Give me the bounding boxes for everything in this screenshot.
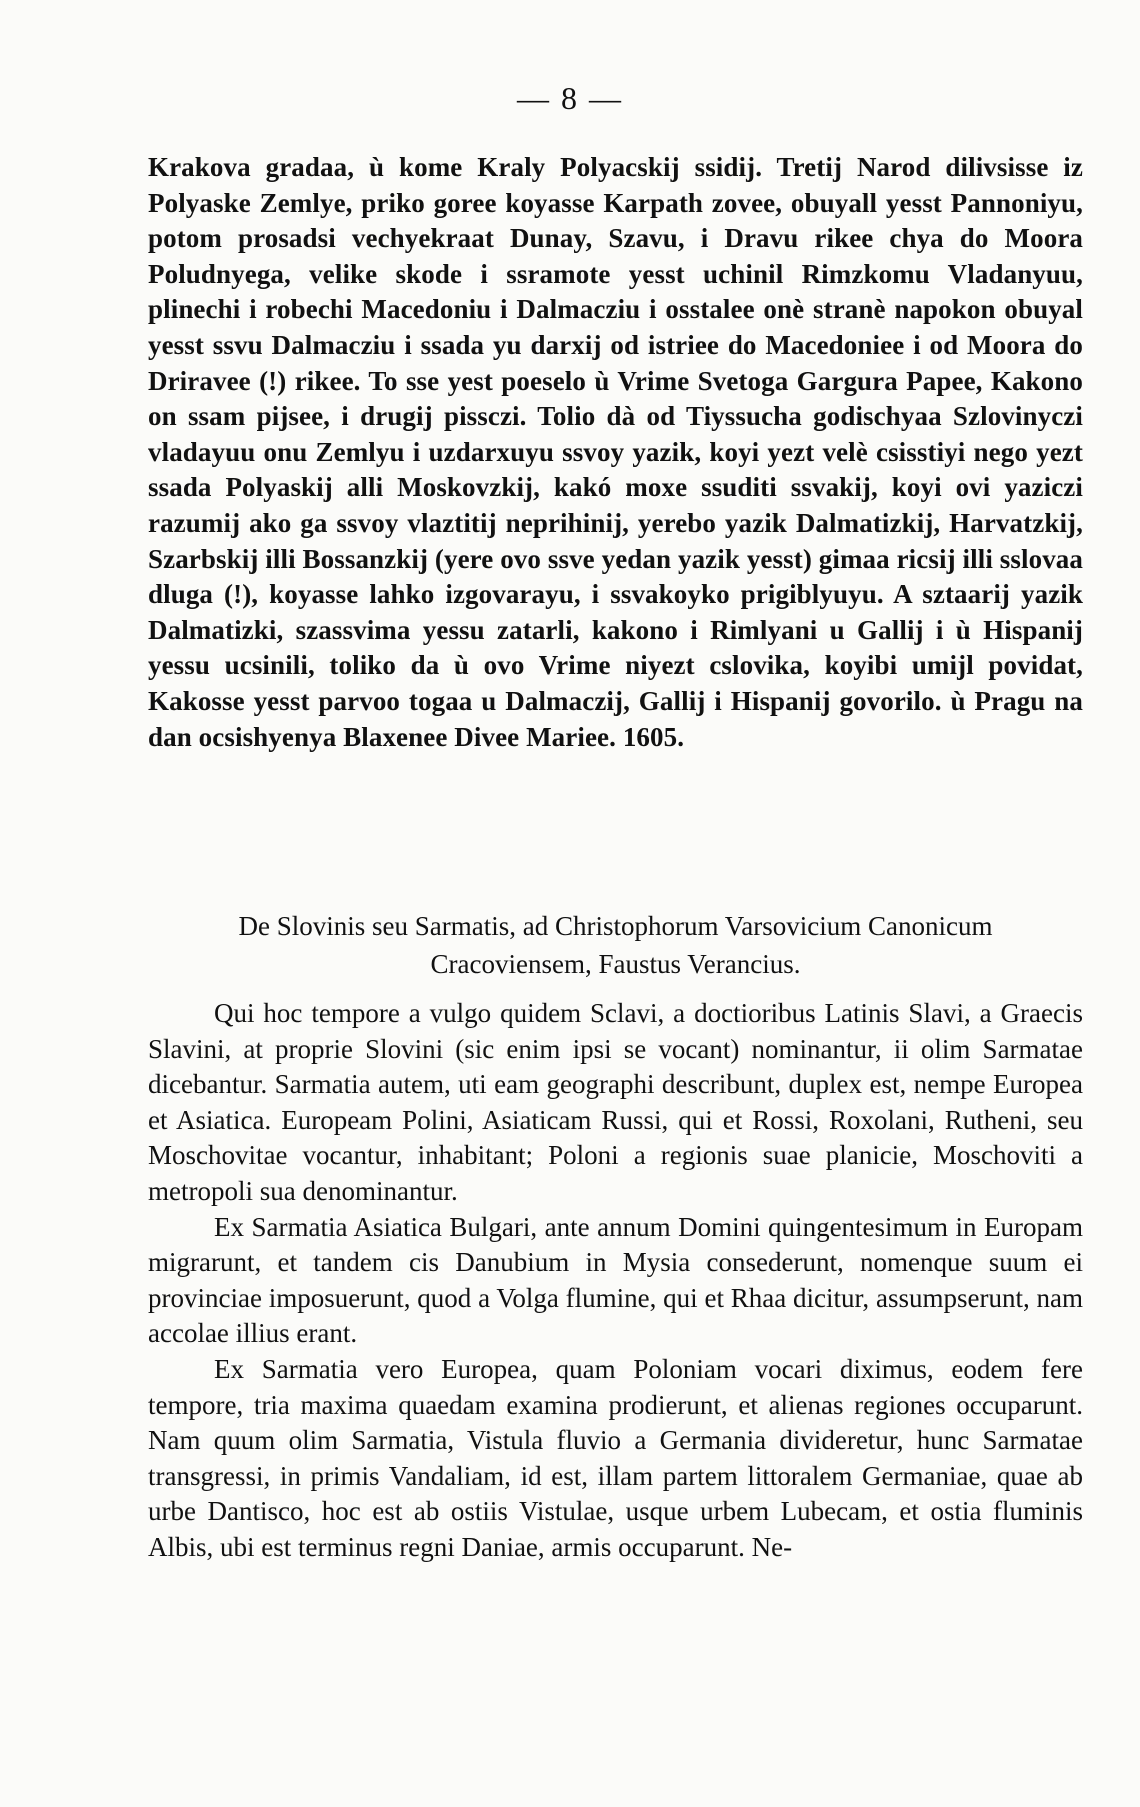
- section-2-heading-line-1: De Slovinis seu Sarmatis, ad Christophorum Varsovicium Canonicum: [238, 911, 993, 941]
- section-2-heading: [148, 907, 1083, 983]
- section-1-paragraph: Krakova gradaa, ù kome Kraly Polyacskij ssidij. Tretij Narod dilivsisse iz Polyaske Zemlye, priko goree koyasse Karpath zovee, obuyall yesst Pannoniyu, potom prosadsi vechyekraat Dunay, Szavu, i Dravu rikee chya do Moora Poludnyega, velike skode i ssramote yesst uchinil Rimzkomu Vladanyuu, plinechi i robechi Macedoniu i Dalmacziu i osstalee onè stranè napokon obuyal yesst ssvu Dalmacziu i ssada yu darxij od istriee do Macedoniee i od Moora do Driravee (!) rikee. To sse yest poeselo ù Vrime Svetoga Gargura Papee, Kakono on ssam pijsee, i drugij pissczi. Tolio dà od Tiyssucha godischyaa Szlovinyczi vladayuu onu Zemlyu i uzdarxuyu ssvoy yazik, koyi yezt velè csisstiyi nego yezt ssada Polyaskij alli Moskovzkij, kakó moxe ssuditi ssvakij, koyi ovi yaziczi razumij ako ga ssvoy vlaztitij neprihinij, yerebo yazik Dalmatizkij, Harvatzkij, Szarbskij illi Bossanzkij (yere ovo ssve yedan yazik yesst) gimaa ricsij illi sslovaa dluga (!), koyasse lahko izgovarayu, i ssvakoyko prigiblyuyu. A sztaarij yazik Dalmatizki, szassvima yessu zatarli, kakono i Rimlyani u Gallij i ù Hispanij yessu ucsinili, toliko da ù ovo Vrime niyezt cslovika, koyibi umijl povidat, Kakosse yesst parvoo togaa u Dalmaczij, Gallij i Hispanij govorilo. ù Pragu na dan ocsishyenya Blaxenee Divee Mariee. 1605.: [148, 152, 1083, 752]
- section-2-paragraph-3: Ex Sarmatia vero Europea, quam Poloniam vocari diximus, eodem fere tempore, tria maxima quaedam examina prodierunt, et alienas regiones occuparunt. Nam quum olim Sarmatia, Vistula fluvio a Germania divideretur, hunc Sarmatae transgressi, in primis Vandaliam, id est, illam partem littoralem Germaniae, quae ab urbe Dantisco, hoc est ab ostiis Vistulae, usque urbem Lubecam, et ostia fluminis Albis, ubi est terminus regni Daniae, armis occuparunt. Ne-: [148, 1353, 1083, 1562]
- section-2-paragraph-2: Ex Sarmatia Asiatica Bulgari, ante annum Domini quingentesimum in Europam migrarunt, et tandem cis Danubium in Mysia consederunt, nomenque suum ei provinciae imposuerunt, quod a Volga flumine, qui et Rhaa dicitur, assumpserunt, nam accolae illius erant.: [148, 1211, 1083, 1349]
- section-2-heading-line-2: Cracoviensem, Faustus Verancius.: [430, 949, 801, 979]
- section-2-paragraph-1: Qui hoc tempore a vulgo quidem Sclavi, a doctioribus Latinis Slavi, a Graecis Slavini, at proprie Slovini (sic enim ipsi se vocant) nominantur, ii olim Sarmatae dicebantur. Sarmatia autem, uti eam geographi describunt, duplex est, nempe Europea et Asiatica. Europeam Polini, Asiaticam Russi, qui et Rossi, Roxolani, Rutheni, seu Moschovitae vocantur, inhabitant; Poloni a regionis suae planicie, Moschoviti a metropoli sua denominantur.: [148, 998, 1083, 1206]
- section-2-text-block: [148, 996, 1083, 1566]
- page-number: — 8 —: [517, 80, 623, 116]
- section-1-text-block: [148, 150, 1083, 755]
